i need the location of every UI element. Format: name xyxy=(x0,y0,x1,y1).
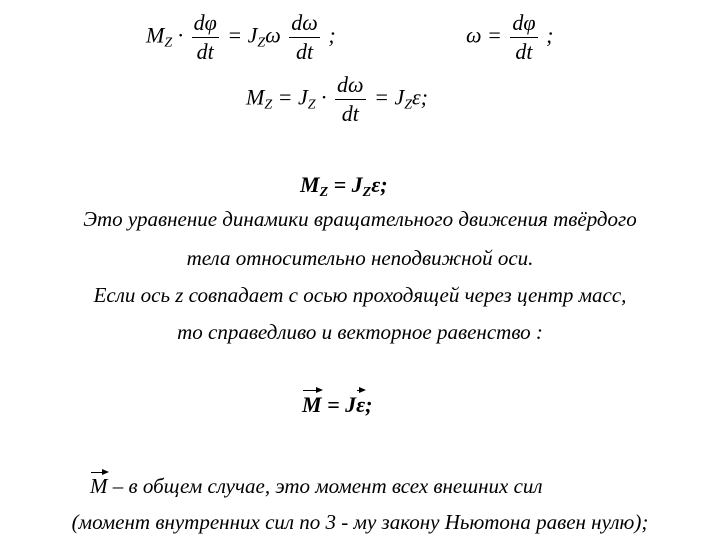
fraction-numerator: dω xyxy=(335,74,366,100)
formula-symbol: ε; xyxy=(412,84,429,110)
fraction-denominator: dt xyxy=(341,101,359,126)
formula-operator: = xyxy=(487,22,502,48)
formula-operator: · xyxy=(321,84,327,110)
formula-operator: = xyxy=(327,392,340,417)
fraction-numerator: dφ xyxy=(510,12,537,38)
formula-operator: · xyxy=(177,22,184,48)
text-line-6: (момент внутренних сил по 3 - му закону Ньютона равен нулю); xyxy=(71,510,649,534)
formula-moment-reduced xyxy=(246,74,428,125)
formula-operator: = xyxy=(333,172,347,197)
formula-symbol: J xyxy=(345,392,357,417)
formula-symbol: J xyxy=(351,172,363,197)
text-line-4: то справедливо и векторное равенство : xyxy=(177,320,543,344)
formula-vector-equation xyxy=(302,394,372,416)
formula-subscript: Z xyxy=(307,97,316,113)
formula-symbol: ω xyxy=(466,22,482,48)
formula-fraction xyxy=(510,12,537,63)
formula-symbol: J xyxy=(394,84,405,110)
formula-subscript: Z xyxy=(404,97,413,113)
formula-symbol: J xyxy=(297,84,308,110)
formula-symbol: M xyxy=(146,22,165,48)
fraction-denominator: dt xyxy=(196,39,214,64)
formula-subscript: Z xyxy=(257,35,266,51)
formula-punctuation: ; xyxy=(365,392,373,417)
fraction-denominator: dt xyxy=(515,39,533,64)
vector-symbol: M xyxy=(90,474,108,498)
formula-operator: = xyxy=(277,84,293,110)
formula-punctuation: ; xyxy=(546,22,554,48)
text-line-2: тела относительно неподвижной оси. xyxy=(186,246,534,270)
formula-symbol: ω xyxy=(265,22,281,48)
vector-symbol: M xyxy=(302,392,322,417)
text-line-1: Это уравнение динамики вращательного движения твёрдого xyxy=(83,207,637,231)
formula-moment-expanded xyxy=(146,12,336,63)
formula-angular-velocity xyxy=(466,12,553,63)
formula-fraction xyxy=(335,74,366,125)
formula-subscript: Z xyxy=(264,97,273,113)
formula-symbol: M xyxy=(300,172,320,197)
text-line-5 xyxy=(90,476,543,497)
formula-punctuation: ; xyxy=(328,22,336,48)
formula-subscript: Z xyxy=(164,35,173,51)
formula-dynamics-equation xyxy=(300,174,388,200)
formula-subscript: Z xyxy=(362,185,372,200)
formula-fraction xyxy=(289,12,320,63)
fraction-numerator: dφ xyxy=(192,12,219,38)
fraction-denominator: dt xyxy=(295,39,314,64)
formula-operator: = xyxy=(374,84,389,110)
text-line-5-rest: – в общем случае, это момент всех внешних сил xyxy=(107,474,543,498)
formula-symbol: J xyxy=(247,22,258,48)
formula-symbol: M xyxy=(246,84,265,110)
text-line-3: Если ось z совпадает с осью проходящей через центр масс, xyxy=(93,283,627,307)
formula-subscript: Z xyxy=(319,185,329,200)
formula-operator: = xyxy=(227,22,243,48)
formula-fraction xyxy=(192,12,219,63)
vector-symbol: ε xyxy=(356,392,366,417)
formula-symbol: ε; xyxy=(371,172,388,197)
fraction-numerator: dω xyxy=(289,12,320,38)
